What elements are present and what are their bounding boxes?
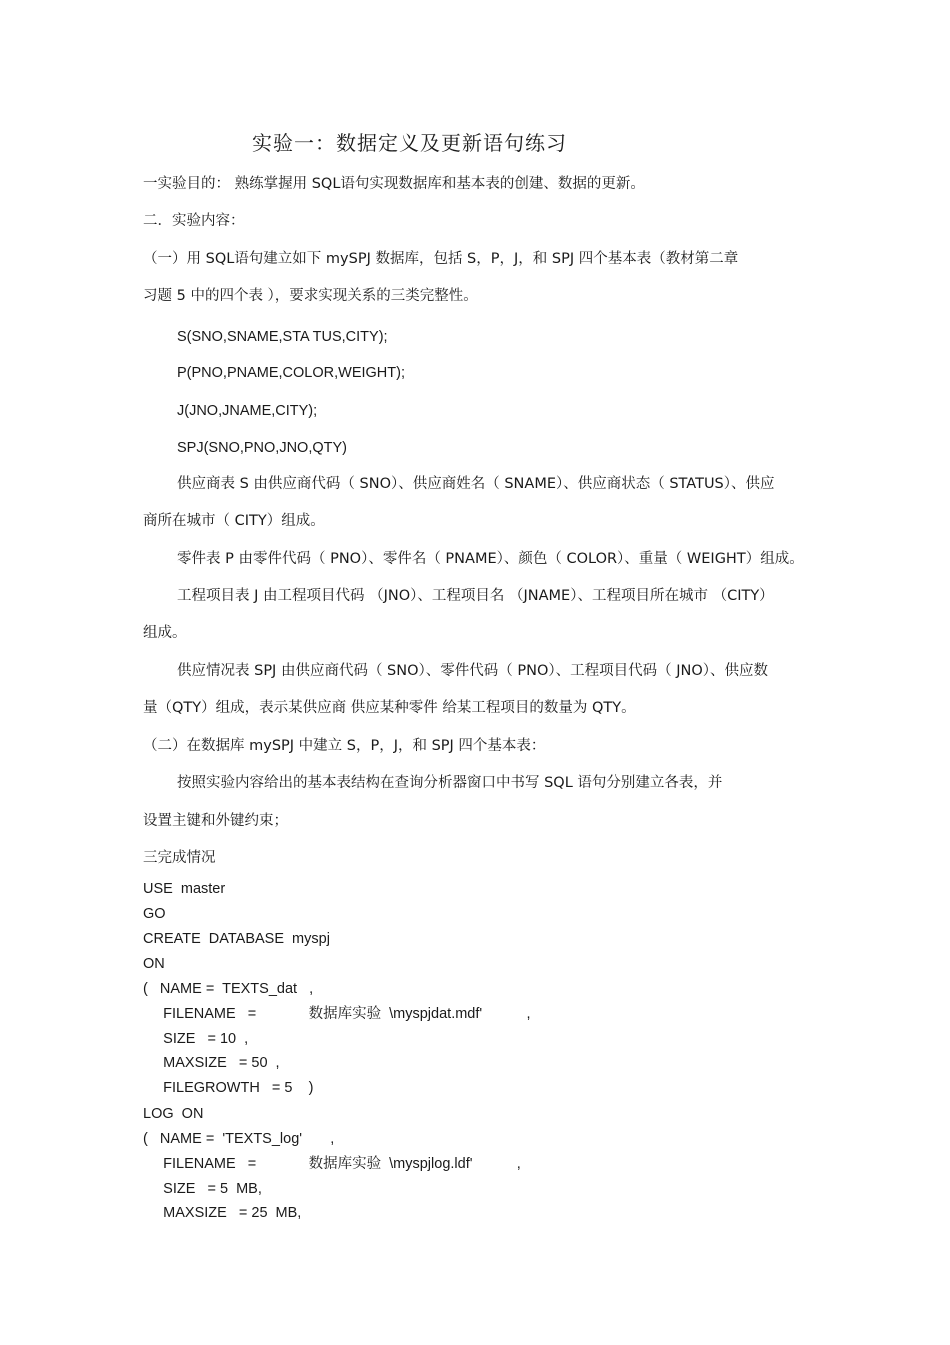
code-line: FILENAME = 数据库实验 \myspjlog.ldf' ,	[143, 1156, 521, 1172]
code-line: ON	[143, 956, 165, 972]
code-line: ( NAME = 'TEXTS_log' ,	[143, 1131, 335, 1147]
desc-supplier-line-1: 供应商表 S 由供应商代码（ SNO）、供应商姓名（ SNAME）、供应商状态（ STATUS）、供应	[177, 476, 775, 492]
part2-line-2: 按照实验内容给出的基本表结构在查询分析器窗口中书写 SQL 语句分别建立各表，并	[177, 775, 723, 791]
code-line: SIZE = 10 ,	[143, 1031, 249, 1047]
code-line: SIZE = 5 MB,	[143, 1181, 262, 1197]
experiment-purpose: 一实验目的： 熟练掌握用 SQL语句实现数据库和基本表的创建、数据的更新。	[143, 176, 645, 192]
code-line: FILENAME = 数据库实验 \myspjdat.mdf' ,	[143, 1006, 531, 1022]
completion-heading: 三完成情况	[143, 850, 216, 866]
part1-line-1: （一）用 SQL语句建立如下 mySPJ 数据库，包括 S，P，J，和 SPJ 四个基本表（教材第二章	[143, 251, 739, 267]
schema-p: P(PNO,PNAME,COLOR,WEIGHT);	[177, 365, 405, 381]
part1-line-2: 习题 5 中的四个表 ），要求实现关系的三类完整性。	[143, 288, 478, 304]
code-line: MAXSIZE = 25 MB,	[143, 1205, 302, 1221]
schema-spj: SPJ(SNO,PNO,JNO,QTY)	[177, 440, 347, 456]
desc-project-line-2: 组成。	[143, 625, 187, 641]
code-line: GO	[143, 906, 166, 922]
part2-line-1: （二）在数据库 mySPJ 中建立 S，P，J，和 SPJ 四个基本表：	[143, 738, 546, 754]
schema-s: S(SNO,SNAME,STA TUS,CITY);	[177, 329, 388, 345]
code-line: FILEGROWTH = 5 )	[143, 1080, 314, 1096]
desc-spj-line-1: 供应情况表 SPJ 由供应商代码（ SNO）、零件代码（ PNO）、工程项目代码（ JNO）、供应数	[177, 663, 769, 679]
code-line: ( NAME = TEXTS_dat ,	[143, 981, 314, 997]
content-heading: 二．实验内容：	[143, 213, 245, 229]
code-line: LOG ON	[143, 1106, 204, 1122]
desc-part: 零件表 P 由零件代码（ PNO）、零件名（ PNAME）、颜色（ COLOR）、重量（ WEIGHT）组成。	[177, 551, 804, 567]
code-line: USE master	[143, 881, 226, 897]
code-line: CREATE DATABASE myspj	[143, 931, 330, 947]
document-title: 实验一：数据定义及更新语句练习	[252, 131, 567, 155]
schema-j: J(JNO,JNAME,CITY);	[177, 403, 318, 419]
desc-spj-line-2: 量（QTY）组成，表示某供应商 供应某种零件 给某工程项目的数量为 QTY。	[143, 700, 636, 716]
desc-project-line-1: 工程项目表 J 由工程项目代码 （JNO）、工程项目名 （JNAME）、工程项目所在城市 （CITY）	[177, 588, 774, 604]
code-line: MAXSIZE = 50 ,	[143, 1055, 280, 1071]
desc-supplier-line-2: 商所在城市（ CITY）组成。	[143, 513, 325, 529]
part2-line-3: 设置主键和外键约束；	[143, 813, 288, 829]
